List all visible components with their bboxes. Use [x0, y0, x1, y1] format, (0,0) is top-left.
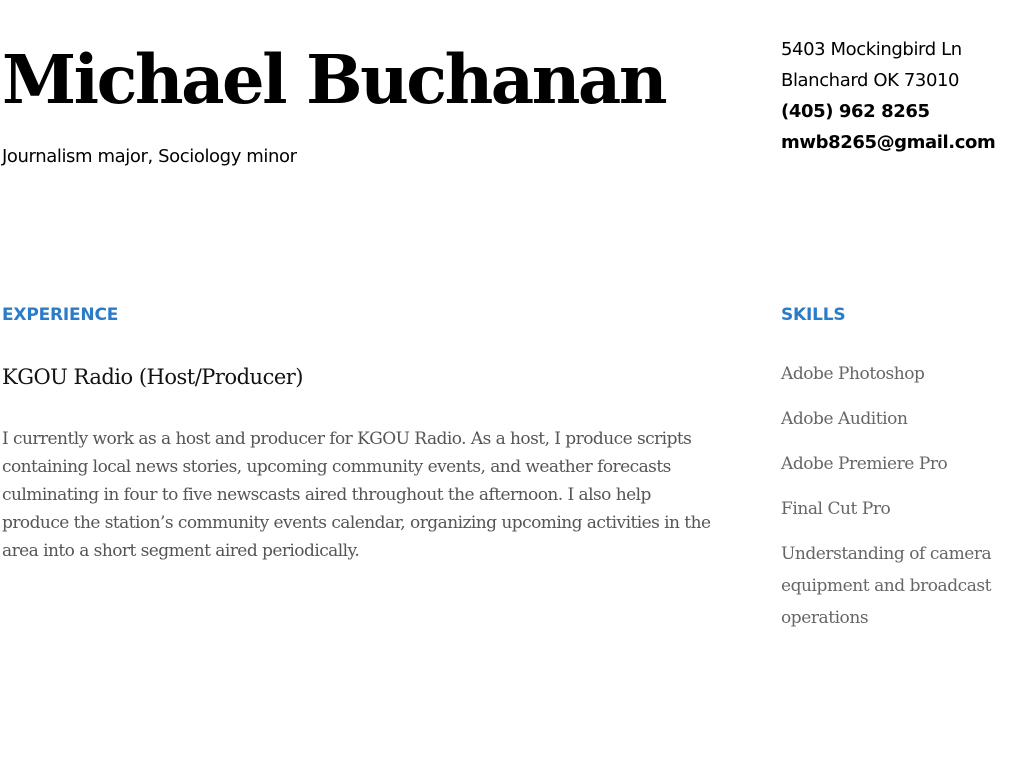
tagline: Journalism major, Sociology minor — [2, 146, 297, 167]
skill-item: Adobe Photoshop — [781, 364, 925, 384]
experience-heading: EXPERIENCE — [2, 305, 119, 325]
skills-list — [781, 358, 1024, 647]
skills-heading: SKILLS — [781, 305, 846, 325]
contact-block — [781, 34, 1021, 158]
skill-item: Understanding of camera equipment and broadcast operations — [781, 544, 992, 628]
contact-city: Blanchard OK 73010 — [781, 70, 960, 91]
contact-phone: (405) 962 8265 — [781, 101, 930, 122]
person-name: Michael Buchanan — [2, 40, 666, 119]
contact-email: mwb8265@gmail.com — [781, 132, 996, 153]
skill-item: Adobe Audition — [781, 409, 908, 429]
job-description: I currently work as a host and producer for KGOU Radio. As a host, I produce scripts containing local news stories, upcoming community events, and weather forecasts culminating in four to five newscasts aired throughout the afternoon. I also help produce the station’s community events calendar, organizing upcoming activities in the area into a short segment aired periodically. — [2, 429, 711, 561]
skill-item: Final Cut Pro — [781, 499, 891, 519]
job-title: KGOU Radio (Host/Producer) — [2, 365, 303, 389]
contact-street: 5403 Mockingbird Ln — [781, 39, 962, 60]
skill-item: Adobe Premiere Pro — [781, 454, 948, 474]
